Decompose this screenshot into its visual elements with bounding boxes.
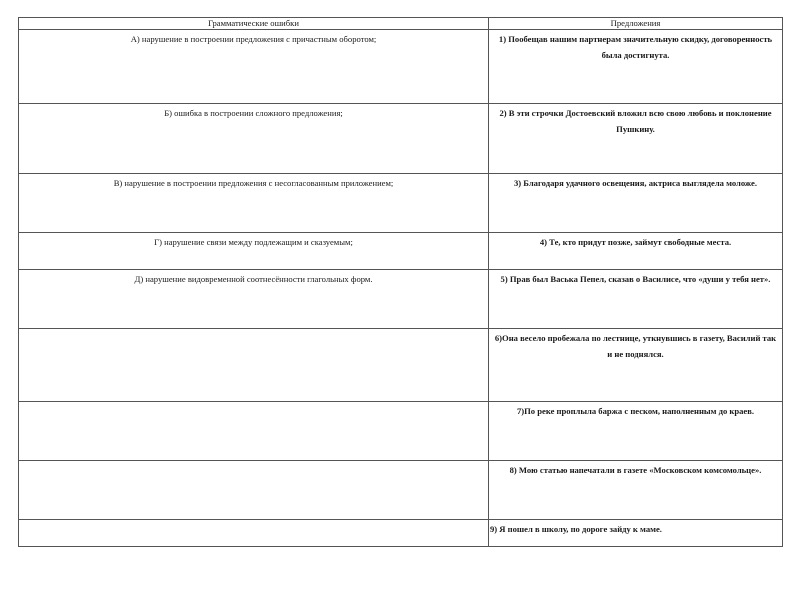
error-cell-g: Г) нарушение связи между подлежащим и сказуемым; [19,233,489,270]
sentence-cell-8: 8) Мою статью напечатали в газете «Московском комсомольце». [489,461,783,520]
error-cell-empty-8 [19,461,489,520]
error-cell-empty-7 [19,402,489,461]
sentence-cell-2: 2) В эти строчки Достоевский вложил всю свою любовь и поклонение Пушкину. [489,104,783,174]
error-cell-b: Б) ошибка в построении сложного предложения; [19,104,489,174]
sentence-cell-4: 4) Те, кто придут позже, займут свободные места. [489,233,783,270]
table-row [19,30,783,104]
table-row [19,329,783,402]
error-cell-a: А) нарушение в построении предложения с причастным оборотом; [19,30,489,104]
table-row [19,520,783,547]
sentence-cell-9: 9) Я пошел в школу, по дороге зайду к маме. [489,520,783,547]
table-row [19,270,783,329]
table-row [19,233,783,270]
sentence-cell-6: 6)Она весело пробежала по лестнице, уткнувшись в газету, Василий так и не поднялся. [489,329,783,402]
sentence-cell-3: 3) Благодаря удачного освещения, актриса выглядела моложе. [489,174,783,233]
sentence-cell-5: 5) Прав был Васька Пепел, сказав о Василисе, что «души у тебя нет». [489,270,783,329]
header-grammar-errors: Грамматические ошибки [19,18,489,30]
sentence-cell-7: 7)По реке проплыла баржа с песком, наполненным до краев. [489,402,783,461]
grammar-matching-table [18,17,783,547]
error-cell-v: В) нарушение в построении предложения с несогласованным приложением; [19,174,489,233]
error-cell-d: Д) нарушение видовременной соотнесённости глагольных форм. [19,270,489,329]
error-cell-empty-6 [19,329,489,402]
table-row [19,104,783,174]
header-sentences: Предложения [489,18,783,30]
sentence-cell-1: 1) Пообещав нашим партнерам значительную скидку, договоренность была достигнута. [489,30,783,104]
table-row [19,461,783,520]
table-row [19,174,783,233]
table-header-row [19,18,783,30]
error-cell-empty-9 [19,520,489,547]
table-row [19,402,783,461]
